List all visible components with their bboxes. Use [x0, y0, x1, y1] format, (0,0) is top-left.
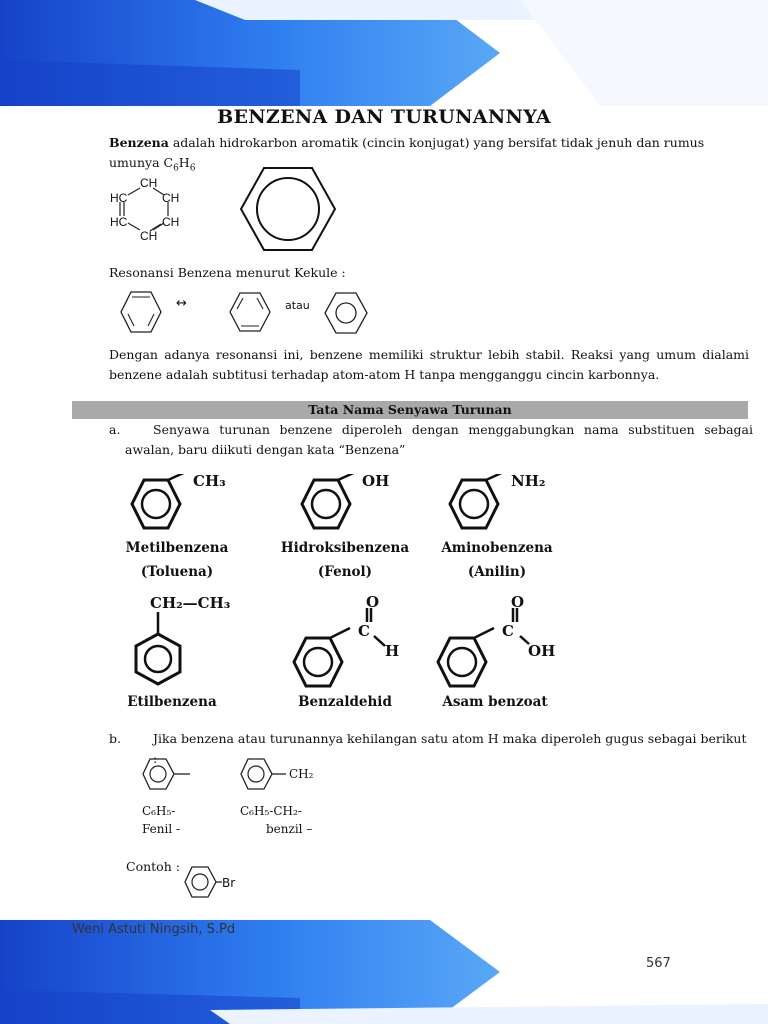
benzaldehyde-structure	[290, 598, 400, 688]
ch-label-top: CH	[140, 176, 158, 190]
ethylbenzene-structure	[130, 612, 190, 694]
intro-paragraph	[109, 133, 749, 179]
toluene-substituent: CH₃	[193, 472, 226, 490]
aniline-name: Aminobenzena	[441, 540, 553, 556]
intro-term: Benzena	[109, 135, 169, 150]
ch-label-right-top: CH	[162, 191, 180, 205]
item-a-text: Senyawa turunan benzene diperoleh dengan menggabungkan nama substituen sebagai awalan, baru diikuti dengan kata “Benzena”	[125, 422, 753, 457]
phenol-name: Hidroksibenzena	[280, 540, 410, 556]
benzoic-acid-name: Asam benzoat	[442, 694, 548, 710]
benzyl-ch2-label: CH₂	[289, 767, 314, 781]
benzaldehyde-oxygen: O	[366, 593, 380, 611]
example-label: Contoh :	[126, 859, 180, 874]
section-header-bar: Tata Nama Senyawa Turunan	[72, 401, 748, 419]
footer-author: Weni Astuti Ningsih, S.Pd	[72, 922, 236, 937]
benzaldehyde-carbon: C	[358, 622, 370, 640]
item-b-marker: b.	[109, 731, 121, 746]
toluene-common-name: (Toluena)	[140, 564, 214, 580]
phenyl-group-structure	[142, 757, 192, 791]
item-a-marker: a.	[109, 422, 121, 437]
resonance-or-label: atau	[285, 299, 310, 312]
formula-h: H	[178, 155, 190, 170]
header-banner	[0, 0, 768, 106]
resonance-arrow: ↔	[176, 296, 187, 311]
benzoic-hydroxyl: OH	[528, 642, 556, 660]
hc-label-left-bottom: HC	[110, 215, 128, 229]
formula-sub-1: 6	[173, 163, 179, 174]
benzoic-oxygen: O	[511, 593, 525, 611]
page-number: 567	[646, 956, 671, 971]
ch-label-right-bottom: CH	[162, 215, 180, 229]
ethylbenzene-name: Etilbenzena	[127, 694, 217, 710]
bromobenzene-structure	[184, 865, 224, 899]
aniline-common-name: (Anilin)	[467, 564, 527, 580]
stability-paragraph: Dengan adanya resonansi ini, benzene memiliki struktur lebih stabil. Reaksi yang umum dialami benzene adalah subtitusi terhadap atom-atom H tanpa mengganggu cincin karbonnya.	[109, 347, 749, 382]
benzyl-formula: C₆H₅-CH₂-	[240, 804, 302, 818]
page-title: BENZENA DAN TURUNANNYA	[217, 106, 551, 128]
benzyl-group-structure	[240, 757, 290, 791]
benzene-structural-formula	[106, 176, 186, 242]
benzene-ring-circle-small	[324, 292, 368, 334]
phenyl-formula: C₆H₅-	[142, 804, 176, 818]
benzyl-name: benzil –	[266, 822, 313, 836]
phenol-substituent: OH	[362, 472, 390, 490]
phenyl-name: Fenil -	[142, 822, 181, 836]
formula-sub-2: 6	[189, 163, 196, 174]
intro-text-line2: umunya C	[109, 155, 174, 170]
ethylbenzene-substituent: CH₂—CH₃	[150, 594, 231, 612]
resonance-heading: Resonansi Benzena menurut Kekule :	[109, 265, 346, 280]
hc-label-left-top: HC	[110, 191, 128, 205]
intro-text-line1: adalah hidrokarbon aromatik (cincin konjugat) yang bersifat tidak jenuh dan rumus	[168, 135, 705, 150]
toluene-name: Metilbenzena	[125, 540, 229, 556]
item-b-text: Jika benzena atau turunannya kehilangan satu atom H maka diperoleh gugus sebagai berikut :	[153, 731, 747, 766]
benzoic-carbon: C	[502, 622, 514, 640]
benzaldehyde-name: Benzaldehid	[298, 694, 392, 710]
kekule-structure-2	[229, 292, 271, 332]
phenol-common-name: (Fenol)	[317, 564, 373, 580]
kekule-structure-1	[120, 290, 162, 334]
benzene-ring-large	[240, 166, 336, 252]
aniline-substituent: NH₂	[511, 472, 546, 490]
benzaldehyde-hydrogen: H	[385, 642, 400, 660]
ch-label-bottom: CH	[140, 229, 158, 243]
bromine-label: Br	[222, 876, 236, 890]
